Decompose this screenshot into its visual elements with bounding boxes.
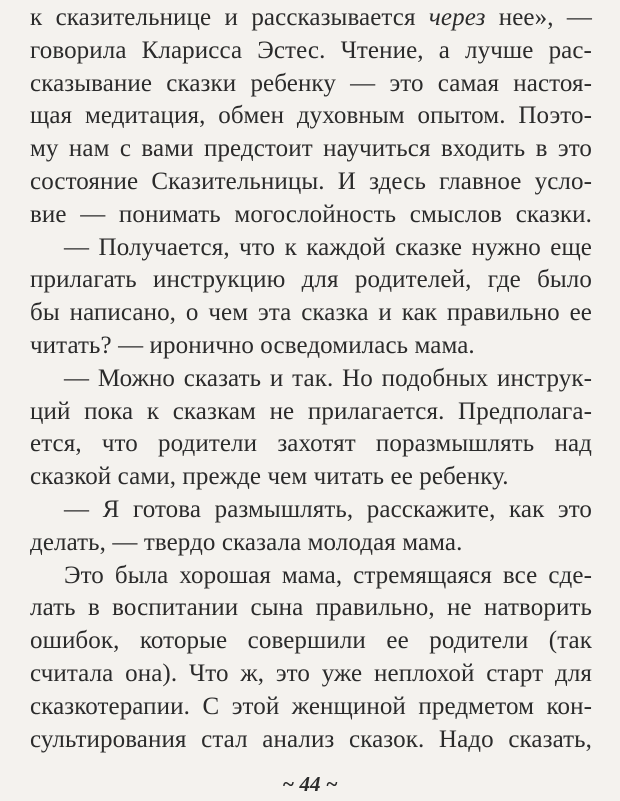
text-line: ций пока к сказкам не прилагается. Предполага- xyxy=(30,397,592,425)
emphasis: через xyxy=(428,4,486,31)
text-line: му нам с вами предстоит научиться входить в это xyxy=(30,135,592,163)
text-line: состояние Сказительницы. И здесь главное усло- xyxy=(30,167,592,195)
text-line: к сказительнице и рассказывается через нее», — xyxy=(30,4,592,31)
text-line: вие — понимать могослойность смыслов сказки. xyxy=(30,200,592,228)
text-line: делать, — твердо сказала молодая мама. xyxy=(30,528,463,556)
body-text xyxy=(30,0,592,756)
text-line: — Можно сказать и так. Но подобных инструк- xyxy=(64,364,592,392)
text-line: читать? — иронично осведомилась мама. xyxy=(30,331,475,359)
text-line: говорила Кларисса Эстес. Чтение, а лучше рас- xyxy=(30,36,592,64)
text-line: прилагать инструкцию для родителей, где было xyxy=(30,266,592,294)
text-line: Это была хорошая мама, стремящаяся все сде- xyxy=(64,561,592,589)
text-line: — Я готова размышлять, расскажите, как это xyxy=(64,495,592,523)
text-line: — Получается, что к каждой сказке нужно еще xyxy=(64,233,592,261)
text-line: ошибок, которые совершили ее родители (так xyxy=(30,627,592,655)
text-line: сказывание сказки ребенку — это самая настоя- xyxy=(30,69,592,97)
text-line: щая медитация, обмен духовным опытом. Поэто- xyxy=(30,102,592,130)
text-line: сказкотерапии. С этой женщиной предметом кон- xyxy=(30,692,592,720)
page-number: ~ 44 ~ xyxy=(282,772,338,796)
text-line: сультирования стал анализ сказок. Надо сказать, xyxy=(30,725,592,753)
text-line: ется, что родители захотят поразмышлять над xyxy=(30,430,592,458)
text-line: считала она). Что ж, это уже неплохой старт для xyxy=(30,659,592,687)
text-line: бы написано, о чем эта сказка и как правильно ее xyxy=(30,299,592,327)
text-line: лать в воспитании сына правильно, не натворить xyxy=(30,594,592,622)
text-line: сказкой сами, прежде чем читать ее ребенку. xyxy=(30,463,509,491)
